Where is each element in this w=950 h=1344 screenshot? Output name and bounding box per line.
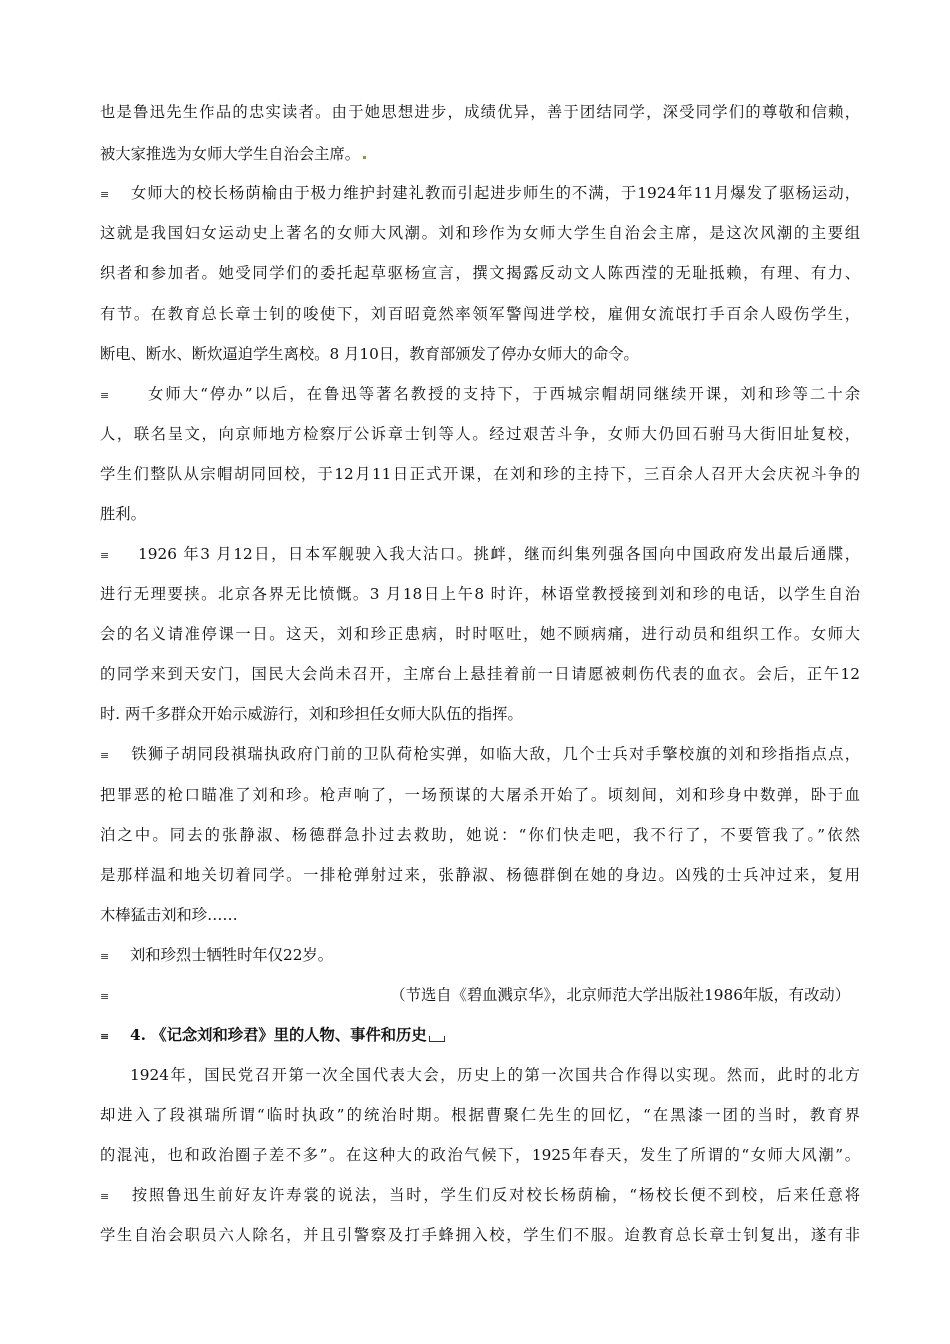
paragraph-line: ≡ 女师大的校长杨荫榆由于极力维护封建礼教而引起进步师生的不满，于1924年11月爆发了驱杨运动， [100,183,860,205]
text-line: 进行无理要挟。北京各界无比愤慨。3 月18日上午8 时许，林语堂教授接到刘和珍的电话，以学生自治 [100,585,860,603]
text-line: 织者和参加者。她受同学们的委托起草驱杨宣言，撰文揭露反动文人陈西滢的无耻抵赖，有理、有力、 [100,264,860,282]
green-mark [363,156,366,159]
return-mark [429,1036,445,1042]
text-line: 胜利。 [100,505,146,523]
paragraph-line: ≡ 1926 年3 月12日，日本军舰驶入我大沽口。挑衅，继而纠集列强各国向中国政府发出最后通牒， [100,544,860,566]
paragraph-mark: ≡ [100,389,110,402]
text-line: 人，联名呈文，向京师地方检察厅公诉章士钊等人。经过艰苦斗争，女师大仍回石驸马大街旧址复校， [100,425,860,443]
text-line: 断电、断水、断炊逼迫学生离校。8 月10日，教育部颁发了停办女师大的命令。 [100,345,639,363]
paragraph-mark: ≡ [100,1190,110,1203]
source-citation: （节选自《碧血溅京华》，北京师范大学出版社1986年版，有改动） [390,986,850,1004]
paragraph-mark: ≡ [100,990,110,1003]
paragraph-line: 1924年，国民党召开第一次全国代表大会，历史上的第一次国共合作得以实现。然而，此时的北方 [130,1066,860,1084]
text-line: 把罪恶的枪口瞄准了刘和珍。枪声响了，一场预谋的大屠杀开始了。顷刻间，刘和珍身中数弹，卧于血 [100,786,860,804]
paragraph-mark: ≡ [100,1030,110,1043]
text-line: 是那样温和地关切着同学。一排枪弹射过来，张静淑、杨德群倒在她的身边。凶残的士兵冲过来，复用 [100,866,860,884]
paragraph-mark: ≡ [100,950,110,963]
paragraph-mark: ≡ [100,188,110,201]
text-line: 学生们整队从宗帽胡同回校，于12月11日正式开课，在刘和珍的主持下，三百余人召开大会庆祝斗争的 [100,465,860,483]
text-line: 被大家推选为女师大学生自治会主席。 [100,144,860,164]
section-heading: ≡ 4. 《记念刘和珍君》里的人物、事件和历史 [100,1025,860,1047]
paragraph-mark: ≡ [100,549,110,562]
text-line: 的同学来到天安门，国民大会尚未召开，主席台上悬挂着前一日请愿被刺伤代表的血衣。会后，正午12 [100,665,860,683]
text-line: 却进入了段祺瑞所谓“临时执政”的统治时期。根据曹聚仁先生的回忆，“在黑漆一团的当时，教育界 [100,1106,860,1124]
paragraph-line: ≡ 按照鲁迅生前好友许寿裳的说法，当时，学生们反对校长杨荫榆，“杨校长便不到校，后来任意将 [100,1185,860,1207]
paragraph-line: ≡ 铁狮子胡同段祺瑞执政府门前的卫队荷枪实弹，如临大敌，几个士兵对手擎校旗的刘和珍指指点点， [100,744,860,766]
text-line: 时. 两千多群众开始示威游行，刘和珍担任女师大队伍的指挥。 [100,705,523,723]
paragraph-mark: ≡ [100,749,110,762]
text-line: 有节。在教育总长章士钊的唆使下，刘百昭竟然率领军警闯进学校，雇佣女流氓打手百余人殴伤学生， [100,305,860,323]
text-line: 这就是我国妇女运动史上著名的女师大风潮。刘和珍作为女师大学生自治会主席，是这次风潮的主要组 [100,224,860,242]
text-line: 会的名义请准停课一日。这天，刘和珍正患病，时时呕吐，她不顾病痛，进行动员和组织工作。女师大 [100,625,860,643]
text-line: 的混沌，也和政治圈子差不多”。在这种大的政治气候下，1925年春天，发生了所谓的“女师大风潮”。 [100,1146,860,1164]
text-line: 学生自治会职员六人除名，并且引警察及打手蜂拥入校，学生们不服。迨教育总长章士钊复出，遂有非 [100,1226,860,1244]
text-line: 泊之中。同去的张静淑、杨德群急扑过去救助，她说：“你们快走吧，我不行了，不要管我了。”依然 [100,826,860,844]
paragraph-line: ≡ 刘和珍烈士牺牲时年仅22岁。 [100,945,860,967]
text-line: 也是鲁迅先生作品的忠实读者。由于她思想进步，成绩优异，善于团结同学，深受同学们的尊敬和信赖， [100,103,860,121]
text-line: 木棒猛击刘和珍…… [100,906,238,924]
paragraph-line: ≡ 女师大“停办”以后，在鲁迅等著名教授的支持下，于西城宗帽胡同继续开课，刘和珍等二十余 [100,384,860,406]
source-line [100,985,860,1007]
